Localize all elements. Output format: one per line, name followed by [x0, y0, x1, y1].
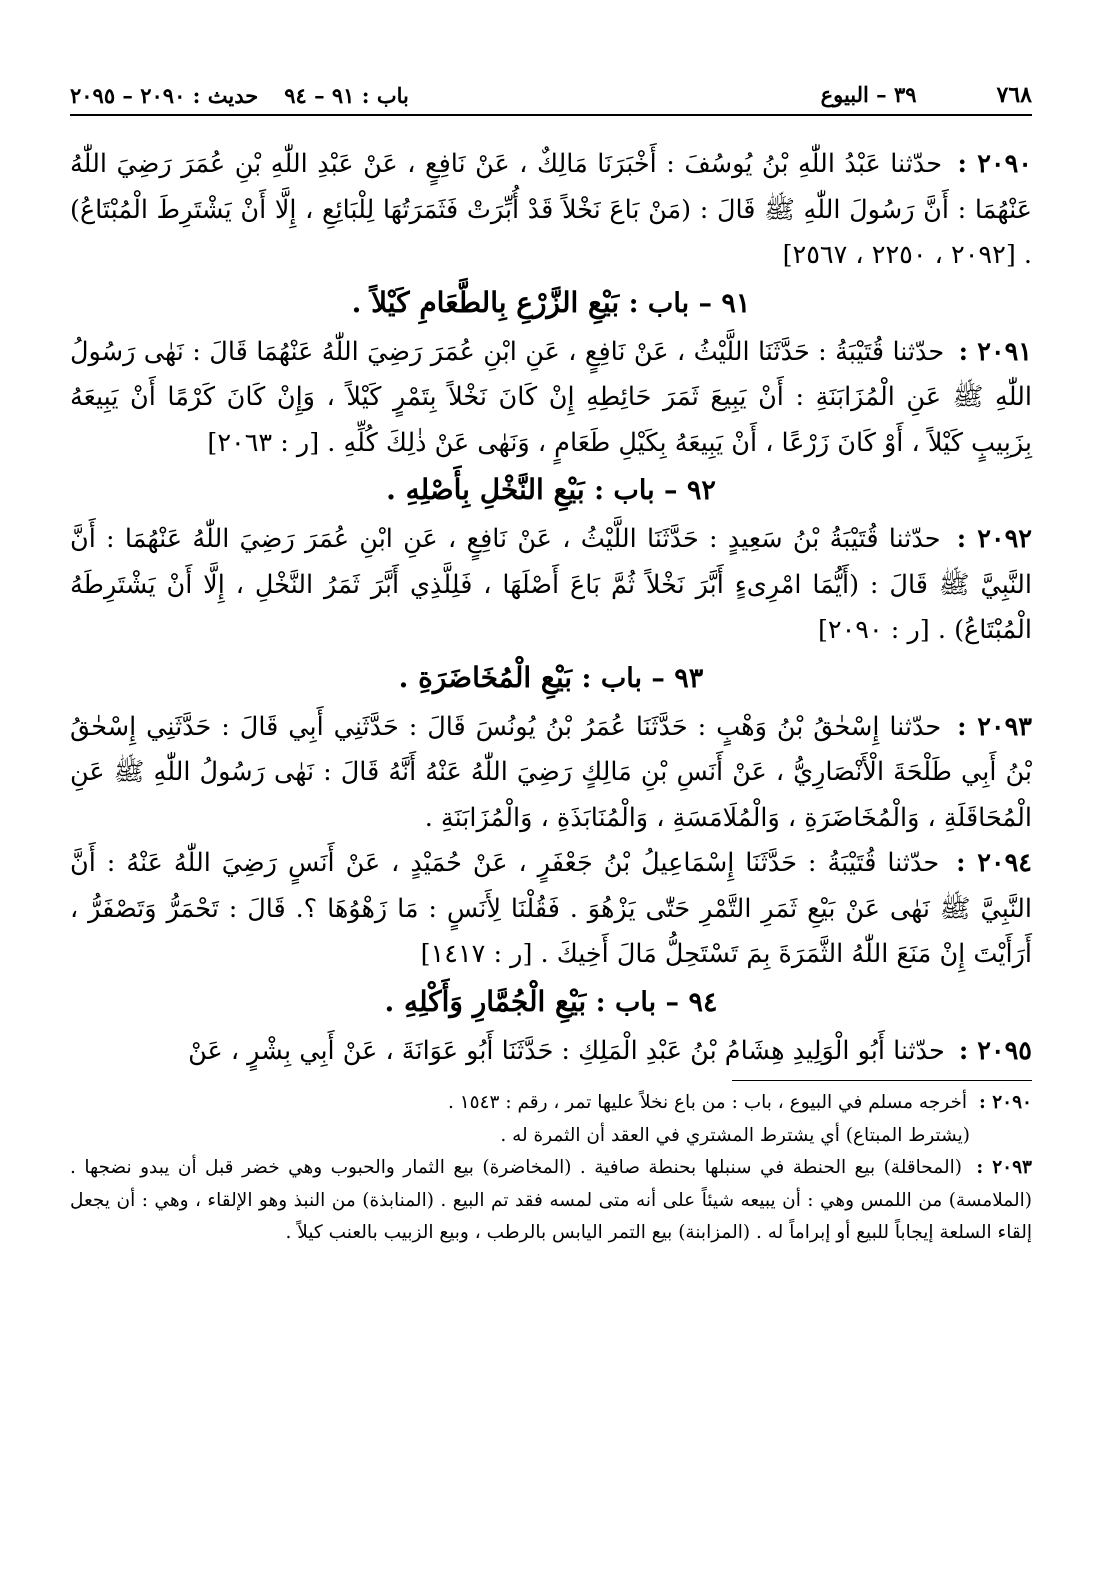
- chapter-title: بَيْعِ الْجُمَّارِ وَأَكْلِهِ .: [384, 984, 587, 1018]
- chapter-heading-93: [70, 656, 1032, 701]
- hadith-2092: [70, 517, 1032, 654]
- hadith-number: ٢٠٩٤ :: [956, 848, 1032, 878]
- hadith-text: حدّثنا عَبْدُ اللّٰهِ بْنُ يُوسُفَ : أَخْبَرَنَا مَالِكٌ ، عَنْ نَافِعٍ ، عَنْ عَبْدِ اللّٰهِ بْنِ عُمَرَ رَضِيَ اللّٰهُ عَنْهُمَا : أَنَّ رَسُولَ اللّٰهِ ﷺ قَالَ : (مَنْ بَاعَ نَخْلاً قَدْ أُبِّرَتْ فَثَمَرَتُهَا لِلْبَائِعِ ، إِلَّا أَنْ يَشْتَرِطَ الْمُبْتَاعُ) . [٢٠٩٢ ، ٢٢٥٠ ، ٢٥٦٧]: [70, 149, 1032, 270]
- chapter-heading-92: [70, 468, 1032, 513]
- chapter-title: بَيْعِ الْمُخَاضَرَةِ .: [398, 660, 573, 694]
- hadith-text: حدّثنا أَبُو الْوَلِيدِ هِشَامُ بْنُ عَبْدِ الْمَلِكِ : حَدَّثَنَا أَبُو عَوَانَةَ ، عَنْ أَبِي بِشْرٍ ، عَنْ: [188, 1035, 945, 1066]
- footnote-text: أخرجه مسلم في البيوع ، باب : من باع نخلاً عليها تمر ، رقم : ١٥٤٣ .: [447, 1092, 968, 1113]
- chapter-title: بَيْعِ الزَّرْعِ بِالطَّعَامِ كَيْلاً .: [351, 285, 620, 319]
- hadith-2091: [70, 330, 1032, 467]
- hadith-text: حدّثنا قُتَيْبَةُ بْنُ سَعِيدٍ : حَدَّثَنَا اللَّيْثُ ، عَنْ نَافِعٍ ، عَنِ ابْنِ عُمَرَ رَضِيَ اللّٰهُ عَنْهُمَا : أَنَّ النَّبِيَّ ﷺ قَالَ : (أَيُّمَا امْرِىءٍ أَبَّرَ نَخْلاً ثُمَّ بَاعَ أَصْلَهَا ، فَلِلَّذِي أَبَّرَ ثَمَرُ النَّخْلِ ، إِلَّا أَنْ يَشْتَرِطَهُ الْمُبْتَاعُ) . [ر : ٢٠٩٠]: [70, 524, 1032, 645]
- footnote-2090-gloss: [70, 1120, 1032, 1153]
- footnote-text: (المحاقلة) بيع الحنطة في سنبلها بحنطة صافية . (المخاضرة) بيع الثمار والحبوب وهي خضر قبل أن يبدو نضجها . (الملامسة) من اللمس وهي : أن يبيعه شيئاً على أنه متى لمسه فقد تم البيع . (المنابذة) من النبذ وهو الإلقاء ، وهي : أن يجعل إلقاء السلعة إيجاباً للبيع أو إبراماً له . (المزابنة) بيع التمر اليابس بالرطب ، وبيع الزبيب بالعنب كيلاً .: [70, 1157, 1032, 1243]
- chapter-title: بَيْعِ النَّخْلِ بِأَصْلِهِ .: [386, 473, 585, 506]
- page-number: ٧٦٨: [996, 82, 1032, 108]
- header-ranges: [70, 83, 409, 108]
- running-header: [70, 58, 1032, 116]
- book-page: [70, 58, 1032, 1250]
- hadith-number: ٢٠٩٢ :: [956, 524, 1032, 554]
- footnote-number: ٢٠٩٣ :: [976, 1157, 1032, 1178]
- hadith-number: ٢٠٩٣ :: [957, 711, 1033, 742]
- chapter-label: ٩٤ – باب :: [595, 986, 718, 1018]
- header-right: [821, 82, 1032, 108]
- book-title: ٣٩ – البيوع: [820, 82, 917, 107]
- hadith-text: حدّثنا قُتَيْبَةُ : حَدَّثَنَا اللَّيْثُ ، عَنْ نَافِعٍ ، عَنِ ابْنِ عُمَرَ رَضِيَ اللّٰهُ عَنْهُمَا قَالَ : نَهٰى رَسُولُ اللّٰهِ ﷺ عَنِ الْمُزَابَنَةِ : أَنْ يَبِيعَ ثَمَرَ حَائِطِهِ إِنْ كَانَ نَخْلاً بِتَمْرٍ كَيْلاً ، وَإِنْ كَانَ كَرْمًا أَنْ يَبِيعَهُ بِزَبِيبٍ كَيْلاً ، أَوْ كَانَ زَرْعًا ، أَنْ يَبِيعَهُ بِكَيْلِ طَعَامٍ ، وَنَهٰى عَنْ ذٰلِكَ كُلِّهِ . [ر : ٢٠٦٣]: [70, 336, 1032, 458]
- footnote-number: ٢٠٩٠ :: [978, 1092, 1032, 1113]
- footnote-2090: [70, 1087, 1032, 1120]
- chapter-label: ٩٣ – باب :: [581, 662, 704, 694]
- hadith-2090: [70, 142, 1032, 279]
- footnotes: [70, 1087, 1032, 1250]
- chapter-heading-94: [70, 980, 1032, 1025]
- hadith-2094: [70, 841, 1032, 978]
- chapter-heading-91: [70, 281, 1032, 326]
- hadith-number: ٢٠٩١ :: [958, 336, 1033, 367]
- hadith-text: حدّثنا إِسْحٰقُ بْنُ وَهْبٍ : حَدَّثَنَا عُمَرُ بْنُ يُونُسَ قَالَ : حَدَّثَنِي أَبِي قَالَ : حَدَّثَنِي إِسْحٰقُ بْنُ أَبِي طَلْحَةَ الْأَنْصَارِيُّ ، عَنْ أَنَسِ بْنِ مَالِكٍ رَضِيَ اللّٰهُ عَنْهُ أَنَّهُ قَالَ : نَهٰى رَسُولُ اللّٰهِ ﷺ عَنِ الْمُحَاقَلَةِ ، وَالْمُخَاضَرَةِ ، وَالْمُلَامَسَةِ ، وَالْمُنَابَذَةِ ، وَالْمُزَابَنَةِ .: [70, 711, 1032, 833]
- chapter-label: ٩٢ – باب :: [594, 475, 716, 506]
- footnote-divider: [732, 1080, 1032, 1081]
- hadith-text: حدّثنا قُتَيْبَةُ : حَدَّثَنَا إِسْمَاعِيلُ بْنُ جَعْفَرٍ ، عَنْ حُمَيْدٍ ، عَنْ أَنَسٍ رَضِيَ اللّٰهُ عَنْهُ : أَنَّ النَّبِيَّ ﷺ نَهٰى عَنْ بَيْعِ ثَمَرِ التَّمْرِ حَتّٰى يَزْهُوَ . فَقُلْنَا لِأَنَسٍ : مَا زَهْوُهَا ؟. قَالَ : تَحْمَرُّ وَتَصْفَرُّ ، أَرَأَيْتَ إِنْ مَنَعَ اللّٰهُ الثَّمَرَةَ بِمَ تَسْتَحِلُّ مَالَ أَخِيكَ . [ر : ١٤١٧]: [70, 848, 1032, 969]
- hadith-number: ٢٠٩٥ :: [958, 1035, 1032, 1066]
- bab-range: باب : ٩١ – ٩٤: [284, 83, 409, 108]
- hadith-2093: [70, 705, 1032, 842]
- chapter-label: ٩١ – باب :: [628, 287, 751, 319]
- main-text: [70, 142, 1032, 1074]
- hadith-2095: [70, 1029, 1032, 1075]
- hadith-range: حديث : ٢٠٩٠ – ٢٠٩٥: [70, 83, 259, 108]
- footnote-2093: [70, 1152, 1032, 1250]
- hadith-number: ٢٠٩٠ :: [957, 149, 1033, 179]
- footnote-text: (يشترط المبتاع) أي يشترط المشتري في العقد أن الثمرة له .: [500, 1124, 970, 1146]
